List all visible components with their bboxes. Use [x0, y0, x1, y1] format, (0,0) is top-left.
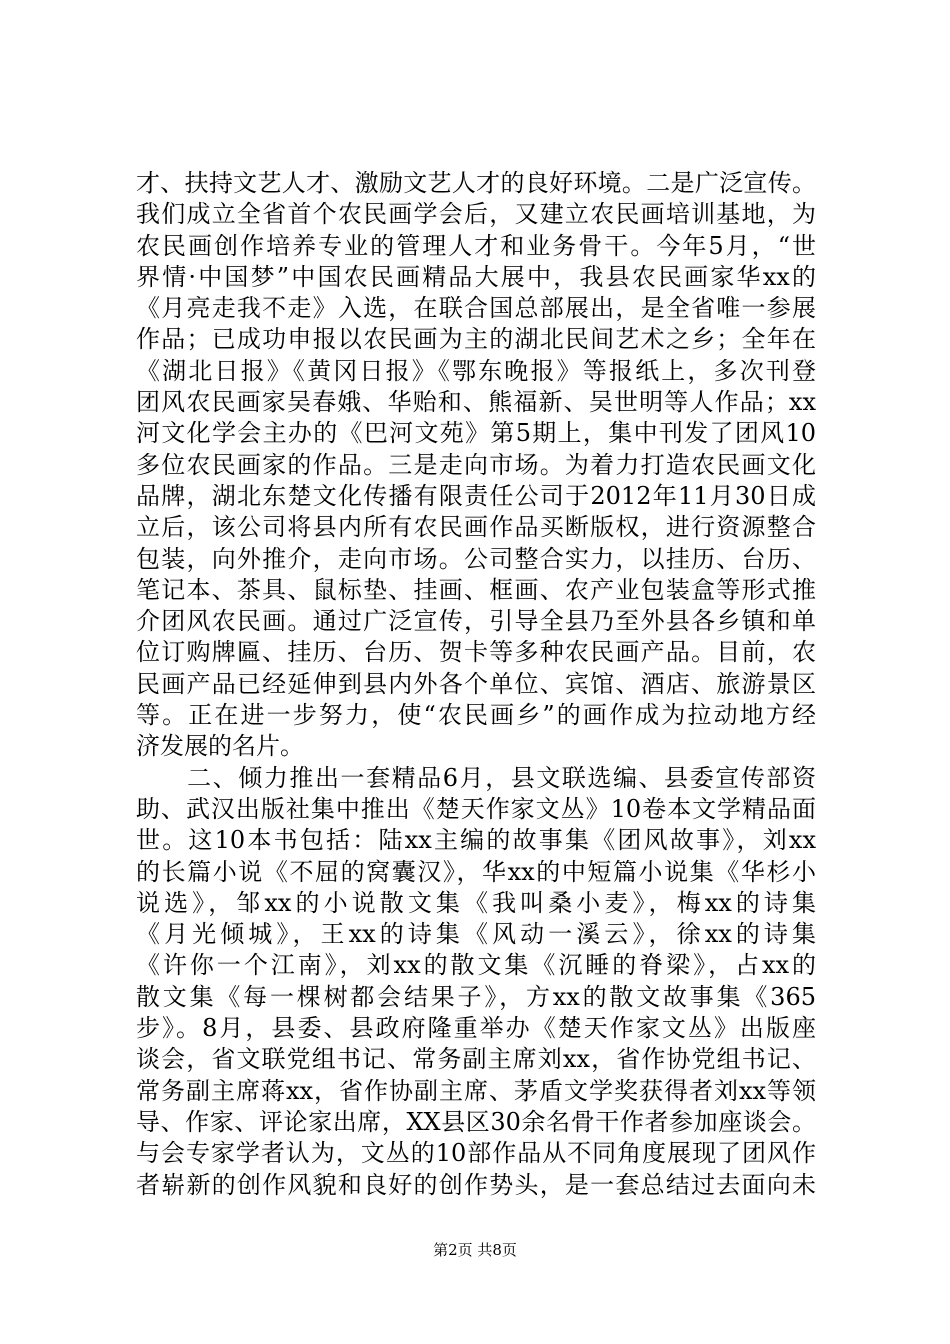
text-line: 位订购牌匾、挂历、台历、贺卡等多种农民画产品。目前，农: [136, 638, 816, 667]
text-line: 笔记本、茶具、鼠标垫、挂画、框画、农产业包装盒等形式推: [136, 575, 816, 604]
text-line: 助、武汉出版社集中推出《楚天作家文丛》10卷本文学精品面: [136, 794, 816, 823]
text-line: 等。正在进一步努力，使“农民画乡”的画作成为拉动地方经: [136, 701, 816, 730]
text-line: 谈会，省文联党组书记、常务副主席刘xx，省作协党组书记、: [136, 1045, 816, 1074]
text-line: 立后，该公司将县内所有农民画作品买断版权，进行资源整合: [136, 513, 816, 542]
page-footer: 第2页 共8页: [433, 1241, 517, 1259]
text-line: 《月光倾城》，王xx的诗集《风动一溪云》，徐xx的诗集: [136, 920, 816, 949]
text-line: 世。这10本书包括：陆xx主编的故事集《团风故事》，刘xx: [136, 826, 816, 855]
text-line: 散文集《每一棵树都会结果子》，方xx的散文故事集《365: [136, 982, 816, 1011]
text-line: 《许你一个江南》，刘xx的散文集《沉睡的脊梁》，占xx的: [136, 951, 816, 980]
body-text: [136, 168, 816, 1201]
text-line: 者崭新的创作风貌和良好的创作势头，是一套总结过去面向未: [136, 1170, 816, 1199]
text-line: 多位农民画家的作品。三是走向市场。为着力打造农民画文化: [136, 450, 816, 479]
text-line: 包装，向外推介，走向市场。公司整合实力，以挂历、台历、: [136, 544, 816, 573]
text-line: 济发展的名片。: [136, 732, 304, 761]
text-line: 才、扶持文艺人才、激励文艺人才的良好环境。二是广泛宣传。: [136, 169, 816, 197]
text-line: 《湖北日报》《黄冈日报》《鄂东晚报》等报纸上，多次刊登: [136, 356, 816, 385]
text-line: 导、作家、评论家出席，XX县区30余名骨干作者参加座谈会。: [136, 1107, 816, 1136]
text-line: 二、倾力推出一套精品6月，县文联选编、县委宣传部资: [136, 763, 816, 792]
text-line: 品牌，湖北东楚文化传播有限责任公司于2012年11月30日成: [136, 481, 816, 510]
text-line: 河文化学会主办的《巴河文苑》第5期上，集中刊发了团风10: [136, 419, 816, 448]
text-line: 介团风农民画。通过广泛宣传，引导全县乃至外县各乡镇和单: [136, 607, 816, 636]
text-line: 民画产品已经延伸到县内外各个单位、宾馆、酒店、旅游景区: [136, 669, 816, 698]
text-line: 团风农民画家吴春娥、华贻和、熊福新、吴世明等人作品；xx: [136, 388, 816, 417]
text-line: 的长篇小说《不屈的窝囊汉》，华xx的中短篇小说集《华杉小: [136, 857, 816, 886]
text-line: 农民画创作培养专业的管理人才和业务骨干。今年5月，“世: [136, 231, 816, 260]
text-line: 我们成立全省首个农民画学会后，又建立农民画培训基地，为: [136, 200, 816, 229]
text-line: 与会专家学者认为，文丛的10部作品从不同角度展现了团风作: [136, 1139, 816, 1168]
text-line: 步》。8月，县委、县政府隆重举办《楚天作家文丛》出版座: [136, 1014, 816, 1043]
text-line: 说选》，邹xx的小说散文集《我叫桑小麦》，梅xx的诗集: [136, 888, 816, 917]
text-line: 界情·中国梦”中国农民画精品大展中，我县农民画家华xx的: [136, 262, 816, 291]
text-line: 作品；已成功申报以农民画为主的湖北民间艺术之乡；全年在: [136, 325, 816, 354]
text-line: 常务副主席蒋xx，省作协副主席、茅盾文学奖获得者刘xx等领: [136, 1076, 816, 1105]
text-line: 《月亮走我不走》入选，在联合国总部展出，是全省唯一参展: [136, 294, 816, 323]
